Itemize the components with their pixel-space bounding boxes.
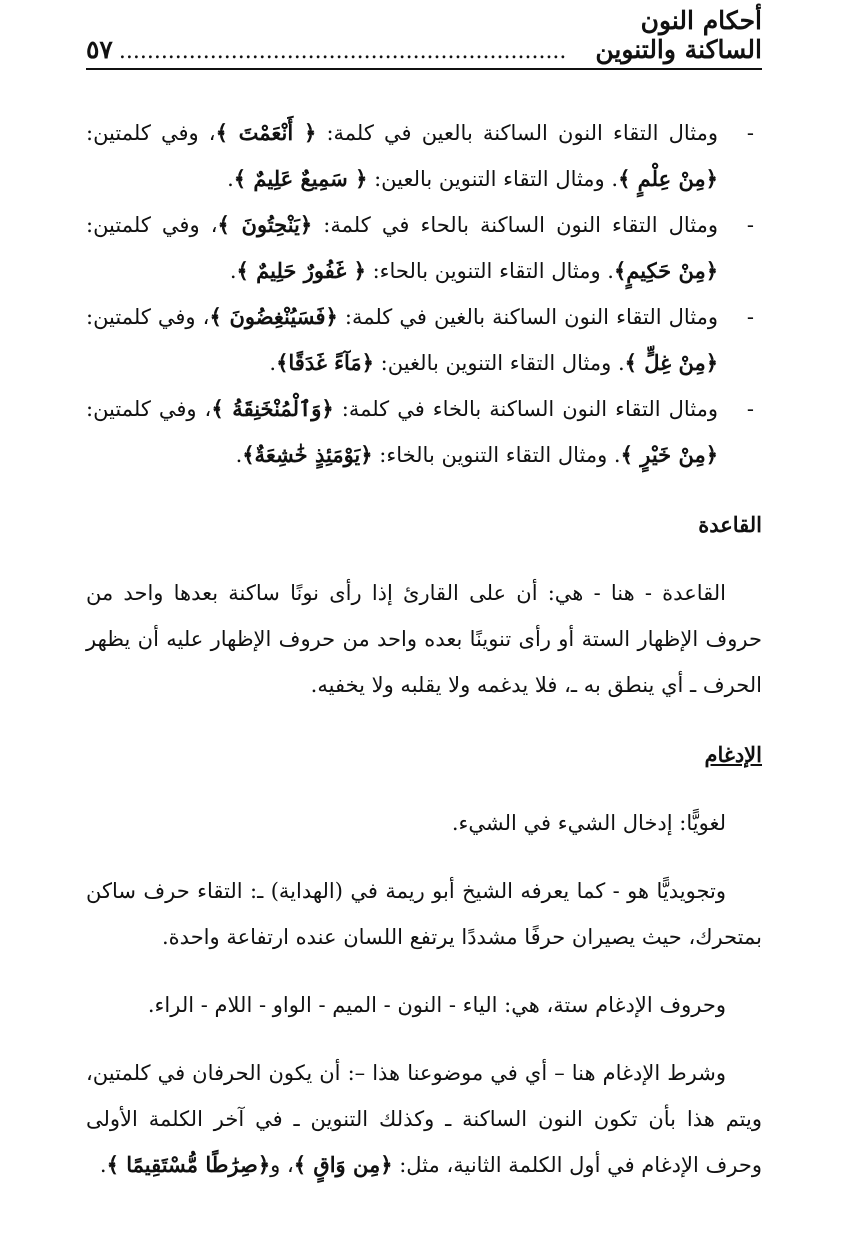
example-haa <box>86 202 762 294</box>
text: . <box>227 167 234 191</box>
text: ومثال التقاء النون الساكنة بالغين في كلمة: <box>337 305 719 329</box>
text: ، وفي كلمتين: <box>86 305 210 329</box>
page-body <box>86 110 762 1188</box>
quran-words: ﴿مِنْ حَكِيمٍ﴾ <box>613 258 718 283</box>
chapter-title: أحكام النون الساكنة والتنوين <box>595 6 762 64</box>
text: ومثال التقاء النون الساكنة بالعين في كلمة: <box>316 121 718 145</box>
quran-words: ﴿مِنْ غِلٍّ ﴾ <box>624 350 718 375</box>
text: ، وفي كلمتين: <box>86 121 216 145</box>
quran-word: ﴿وَٱلْمُنْخَنِقَةُ ﴾ <box>211 396 334 421</box>
text: . <box>235 443 243 467</box>
quran-tanween: ﴿ غَفُورٌ حَلِيمٌ ﴾ <box>236 258 366 283</box>
idgham-letters: وحروف الإدغام ستة، هي: الياء - النون - الميم - الواو - اللام - الراء. <box>147 993 726 1017</box>
bullet-dash: - <box>746 213 754 237</box>
quran-tanween: ﴿مَآءً غَدَقًا﴾ <box>276 350 374 375</box>
leader-dots: ................................................................ <box>118 39 567 64</box>
bullet-dash: - <box>746 121 754 145</box>
quran-word: ﴿ أَنْعَمْتَ ﴾ <box>215 120 317 145</box>
lughawi-definition: لغويًّا: إدخال الشيء في الشيء. <box>451 811 726 835</box>
quran-word: ﴿يَنْحِتُونَ ﴾ <box>217 212 313 237</box>
text: ، وفي كلمتين: <box>86 213 218 237</box>
rule-paragraph: القاعدة - هنا - هي: أن على القارئ إذا رأى نونًا ساكنة بعدها واحد من حروف الإظهار الستة أو رأى تنوينًا بعده واحد من حروف الإظهار عليه أن يظهر الحرف ـ أي ينطق به ـ، فلا يدغمه ولا يقلبه ولا يخفيه. <box>86 581 762 697</box>
text: ومثال التقاء النون الساكنة بالحاء في كلمة: <box>312 213 719 237</box>
text: . <box>269 351 277 375</box>
text: . ومثال التقاء التنوين بالغين: <box>373 351 625 375</box>
text: . ومثال التقاء التنوين بالعين: <box>367 167 619 191</box>
text: . ومثال التقاء التنوين بالخاء: <box>372 443 621 467</box>
idgham-condition <box>86 1050 762 1188</box>
rule-heading: القاعدة <box>698 512 762 537</box>
example-ghain <box>86 294 762 386</box>
text: . <box>229 259 237 283</box>
text: ، و <box>270 1153 294 1177</box>
page-number: ٥٧ <box>86 35 113 64</box>
bullet-dash: - <box>746 397 754 421</box>
quran-tanween: ﴿ سَمِيعٌ عَلِيمٌ ﴾ <box>233 166 368 191</box>
quran-words: ﴿مِنْ عِلْمٍ ﴾ <box>618 166 718 191</box>
text: ومثال التقاء النون الساكنة بالخاء في كلمة: <box>333 397 718 421</box>
quran-tanween: ﴿يَوْمَئِذٍ خَٰشِعَةٌ﴾ <box>242 442 373 467</box>
tajweedi-definition: وتجويديًّا هو - كما يعرفه الشيخ أبو ريمة في (الهداية) ـ: التقاء حرف ساكن بمتحرك، حيث يصيران حرفًا مشددًا يرتفع اللسان عنده ارتفاعة واحدة. <box>86 879 762 949</box>
bullet-dash: - <box>746 305 754 329</box>
text: . <box>99 1153 107 1177</box>
page-header <box>86 6 762 70</box>
idgham-heading: الإدغام <box>704 742 762 767</box>
example-ain <box>86 110 762 202</box>
quran-example: ﴿صِرَٰطًا مُّسْتَقِيمًا ﴾ <box>106 1152 271 1177</box>
text: . ومثال التقاء التنوين بالحاء: <box>365 259 614 283</box>
quran-words: ﴿مِنْ خَيْرٍ ﴾ <box>620 442 718 467</box>
quran-word: ﴿فَسَيُنْغِضُونَ ﴾ <box>209 304 338 329</box>
text: وشرط الإدغام هنا – أي في موضوعنا هذا –: أن يكون الحرفان في كلمتين، ويتم هذا بأن تكون النون الساكنة ـ وكذلك التنوين ـ في آخر الكلمة الأولى وحرف الإدغام في أول الكلمة الثانية، مثل: <box>86 1061 762 1177</box>
text: ، وفي كلمتين: <box>86 397 212 421</box>
quran-example: ﴿مِن وَاقٍ ﴾ <box>293 1152 393 1177</box>
example-khaa <box>86 386 762 478</box>
